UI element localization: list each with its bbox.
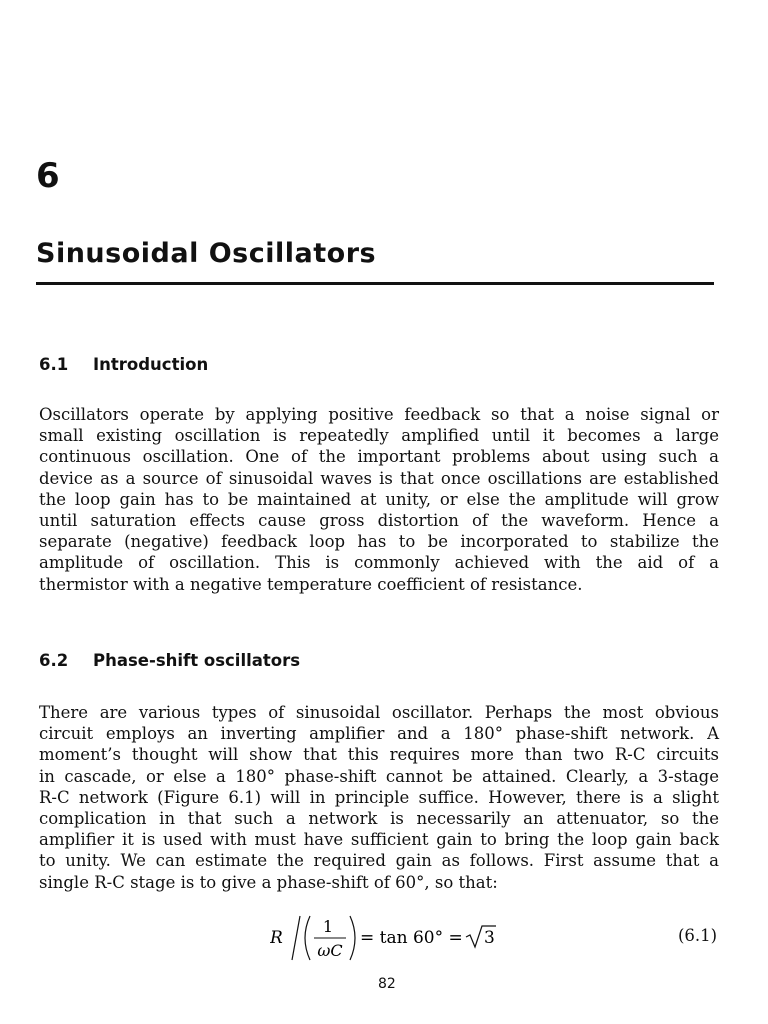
section-title: Phase-shift oscillators bbox=[93, 651, 301, 670]
chapter-number: 6 bbox=[36, 156, 60, 196]
section-number: 6.2 bbox=[39, 651, 69, 670]
fraction-denominator: ωC bbox=[317, 941, 343, 960]
paragraph-line: single R-C stage is to give a phase-shift of 60°, so that: bbox=[39, 872, 498, 892]
section-title: Introduction bbox=[93, 355, 209, 374]
equation-variable-r: R bbox=[270, 928, 283, 948]
paragraph-line: amplitude of oscillation. This is commonly achieved with the aid of a bbox=[39, 553, 719, 573]
equation-graphic bbox=[270, 910, 570, 966]
paragraph-line: in cascade, or else a 180° phase-shift cannot be attained. Clearly, a 3-stage bbox=[39, 766, 719, 786]
fraction-numerator: 1 bbox=[322, 917, 334, 936]
section-number: 6.1 bbox=[39, 355, 69, 374]
division-slash bbox=[292, 916, 300, 960]
paragraph-line: circuit employs an inverting amplifier and a 180° phase-shift network. A bbox=[39, 724, 719, 744]
left-paren bbox=[305, 916, 310, 960]
title-rule bbox=[36, 282, 714, 285]
equation-number: (6.1) bbox=[678, 926, 718, 945]
paragraph-line: small existing oscillation is repeatedly amplified until it becomes a large bbox=[39, 426, 719, 446]
paragraph-line: until saturation effects cause gross distortion of the waveform. Hence a bbox=[39, 511, 719, 531]
paragraph-line: complication in that such a network is necessarily an attenuator, so the bbox=[39, 809, 719, 829]
paragraph-line: Oscillators operate by applying positive feedback so that a noise signal or bbox=[39, 405, 719, 424]
equation-6-1 bbox=[270, 910, 570, 966]
root-argument: 3 bbox=[484, 928, 495, 948]
paragraph-line: thermistor with a negative temperature coefficient of resistance. bbox=[39, 574, 583, 594]
section-heading-6-2 bbox=[39, 650, 300, 672]
paragraph-line: to unity. We can estimate the required gain as follows. First assume that a bbox=[39, 851, 719, 871]
paragraph-line: continuous oscillation. One of the important problems about using such a bbox=[39, 447, 719, 467]
equation-rhs: = tan 60° = bbox=[360, 928, 469, 948]
paragraph-line: device as a source of sinusoidal waves is that once oscillations are established bbox=[39, 468, 719, 488]
paragraph-line: the loop gain has to be maintained at unity, or else the amplitude will grow bbox=[39, 489, 719, 509]
paragraph-line: amplifier it is used with must have sufficient gain to bring the loop gain back bbox=[39, 830, 719, 850]
section-heading-6-1 bbox=[39, 354, 208, 376]
section-6-2-paragraph bbox=[39, 702, 719, 893]
paragraph-line: There are various types of sinusoidal oscillator. Perhaps the most obvious bbox=[39, 703, 719, 722]
paragraph-line: separate (negative) feedback loop has to be incorporated to stabilize the bbox=[39, 532, 719, 552]
paragraph-line: R-C network (Figure 6.1) will in principle suffice. However, there is a slight bbox=[39, 787, 719, 807]
chapter-title: Sinusoidal Oscillators bbox=[36, 238, 377, 269]
paragraph-line: moment’s thought will show that this requires more than two R-C circuits bbox=[39, 745, 719, 765]
page-number: 82 bbox=[378, 976, 396, 992]
right-paren bbox=[350, 916, 355, 960]
section-6-1-paragraph bbox=[39, 404, 719, 595]
